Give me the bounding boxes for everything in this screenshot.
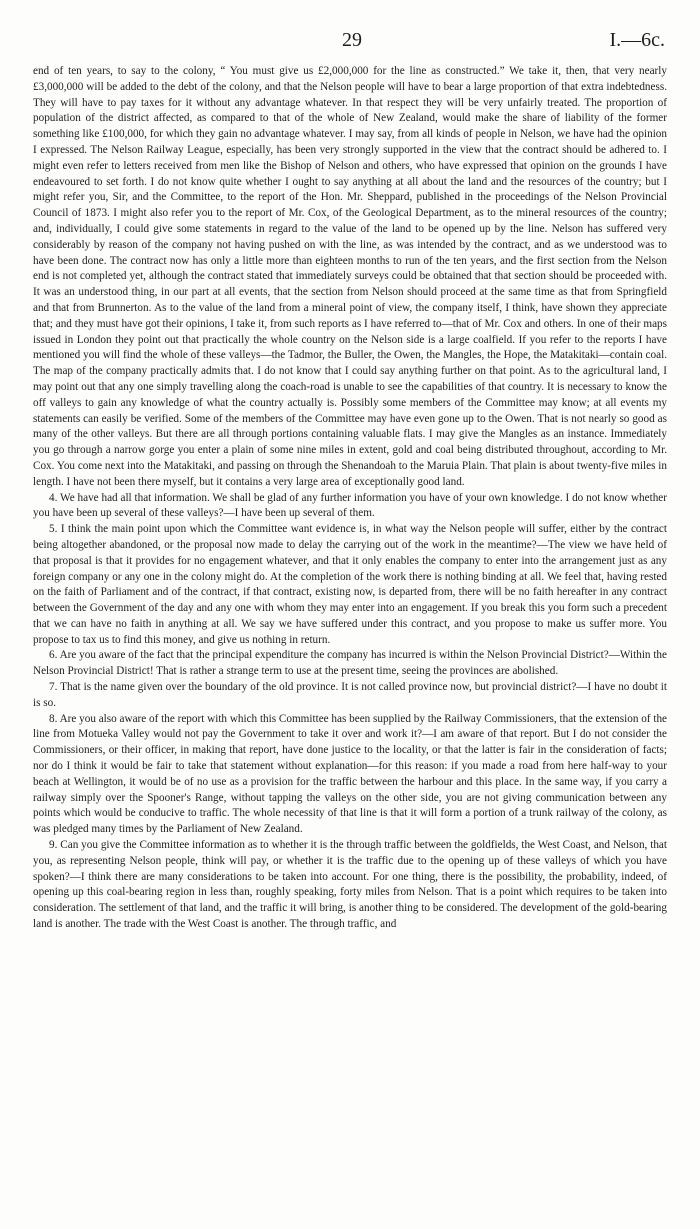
paragraph-question-4: 4. We have had all that information. We shall be glad of any further information you have of your own knowledge. I do not know whether you have been up several of these valleys?—I have been up several of them. xyxy=(33,491,667,520)
document-reference: I.—6c. xyxy=(609,29,665,51)
paragraph-question-5: 5. I think the main point upon which the Committee want evidence is, in what way the Nelson people will suffer, either by the contract being altogether abandoned, or the proposal now made to delay the carrying out of the work in the meantime?—The view we have held of that proposal is that it provides for no engagement whatever, and that it only enables the company to enter into the arrangement just as any foreign company or any one in the colony might do. At the completion of the work there is nothing binding at all. We feel that, having rested on the faith of Parliament and of the contract, if that contract, existing now, is departed from, there will be no faith hereafter in any contract between the Government of the day and any one with whom they may enter into an engagement. If you break this you form such a precedent that we can have no faith in anything at all. We say we have suffered under this contract, and you propose to make us suffer more. You propose to tax us to find this money, and give us nothing in return. xyxy=(33,523,667,646)
paragraph-question-6: 6. Are you aware of the fact that the principal expenditure the company has incurred is within the Nelson Provincial District?—Within the Nelson Provincial District! That is rather a strange term to use at the present time, seeing the provinces are abolished. xyxy=(33,649,667,678)
page-number: 29 xyxy=(342,29,362,51)
body-text xyxy=(33,64,667,933)
paragraph-question-7: 7. That is the name given over the boundary of the old province. It is not called province now, but provincial district?—I have no doubt it is so. xyxy=(33,681,667,709)
page-header xyxy=(0,27,700,53)
paragraph-question-9: 9. Can you give the Committee information as to whether it is the through traffic between the goldfields, the West Coast, and Nelson, that you, as representing Nelson people, think will pay, or whether it is the traffic due to the opening up of these valleys of which you have spoken?—I think there are many considerations to be taken into account. For one thing, there is the possibility, the probability, indeed, of opening up this coal-bearing region in less than, roughly speaking, forty miles from Nelson. That is a point which requires to be taken into consideration. The settlement of that land, and the traffic it will bring, is another thing to be considered. The development of the gold-bearing land is another. The trade with the West Coast is another. The through traffic, and xyxy=(33,839,667,931)
paragraph-question-8: 8. Are you also aware of the report with which this Committee has been supplied by the Railway Commissioners, that the extension of the line from Motueka Valley would not pay the Government to take it over and work it?—I am aware of that report. But I do not consider the Commissioners, or their officer, in making that report, have done justice to the locality, or that the latter is fair in the consideration of facts; nor do I think it would be fair to take that statement without explanation—for this reason: if you made a road from here half-way to your beach at Wellington, it would be of no use as a provision for the traffic between the harbour and this place. In the same way, if you carry a railway simply over the Spooner's Range, without tapping the valleys on the other side, you are not giving communication between any points which would be conducive to traffic. The whole necessity of that line is that it will form a portion of a trunk railway of the colony, as was pledged many times by the Parliament of New Zealand. xyxy=(33,712,667,836)
paragraph-continued: end of ten years, to say to the colony, “ You must give us £2,000,000 for the line as constructed.” We take it, then, that very nearly £3,000,000 will be added to the debt of the colony, and that the Nelson people will have to bear a large proportion of that extra indebtedness. They will have to pay taxes for it without any advantage whatever. In that respect they will be very unfairly treated. The proportion of population of the district affected, as compared to that of the whole of New Zealand, would make the share of liability of the former something like £100,000, for which they gain no advantage whatever. I may say, from all kinds of people in Nelson, we have had the opinion I expressed. The Nelson Railway League, especially, has been very strongly supported in the view that the contract should be adhered to. I might even refer to letters received from men like the Bishop of Nelson and others, who have expressed that opinion on the grounds I have endeavoured to set forth. I do not know quite whether I ought to say anything at all about the land and the resources of the country; but I might refer you, Sir, and the Committee, to the report of the Hon. Mr. Sheppard, published in the proceedings of the Nelson Provincial Council of 1873. I might also refer you to the report of Mr. Cox, of the Geological Department, as to the mineral resources of the country; and, individually, I could give some statements in regard to the value of the land to be opened up by the line. Nelson has suffered very considerably by reason of the company not having pushed on with the line, as was intended by the contract, and as we understood was to have been done. The contract now has only a little more than eighteen months to run of the ten years, and the first section from the Nelson end is not completed yet, although the contract stated that immediately surveys could be obtained that that section should be proceeded with. It was an understood thing, in our part at all events, that the section from Nelson should proceed at the same time as that from Springfield and that from Brunnerton. As to the value of the land from a mineral point of view, the company itself, I think, have shown they appreciate that; and they must have got their opinions, I take it, from such reports as I have referred to—that of Mr. Cox and others. In one of their maps issued in London they point out that practically the whole country on the Nelson side is a large coalfield. If you refer to the reports I have mentioned you will find the whole of these valleys—the Tadmor, the Buller, the Owen, the Mangles, the Hope, the Matakitaki—contain coal. The map of the company practically admits that. I do not know that I could say anything further on that point. As to the agricultural land, I may point out that any one simply travelling along the coach-road is unable to see the capabilities of that country. It is necessary to know the off valleys to gain any knowledge of what the country actually is. Possibly some members of the Committee may know; at all events my statements can easily be verified. Some of the members of the Committee may have even gone up to the Owen. That is not nearly so good as many of the other valleys. But there are all through portions containing valuable flats. I may give the Mangles as an instance. Immediately you go through a narrow gorge you enter a plain of some nine miles in extent, gold and coal being distributed throughout, according to Mr. Cox. You come next into the Matakitaki, and passing on through the Shenandoah to the Maruia Plain. That plain is about twenty-five miles in length. I have not been there myself, but it contains a very large area of exceptionally good land. xyxy=(33,65,667,488)
